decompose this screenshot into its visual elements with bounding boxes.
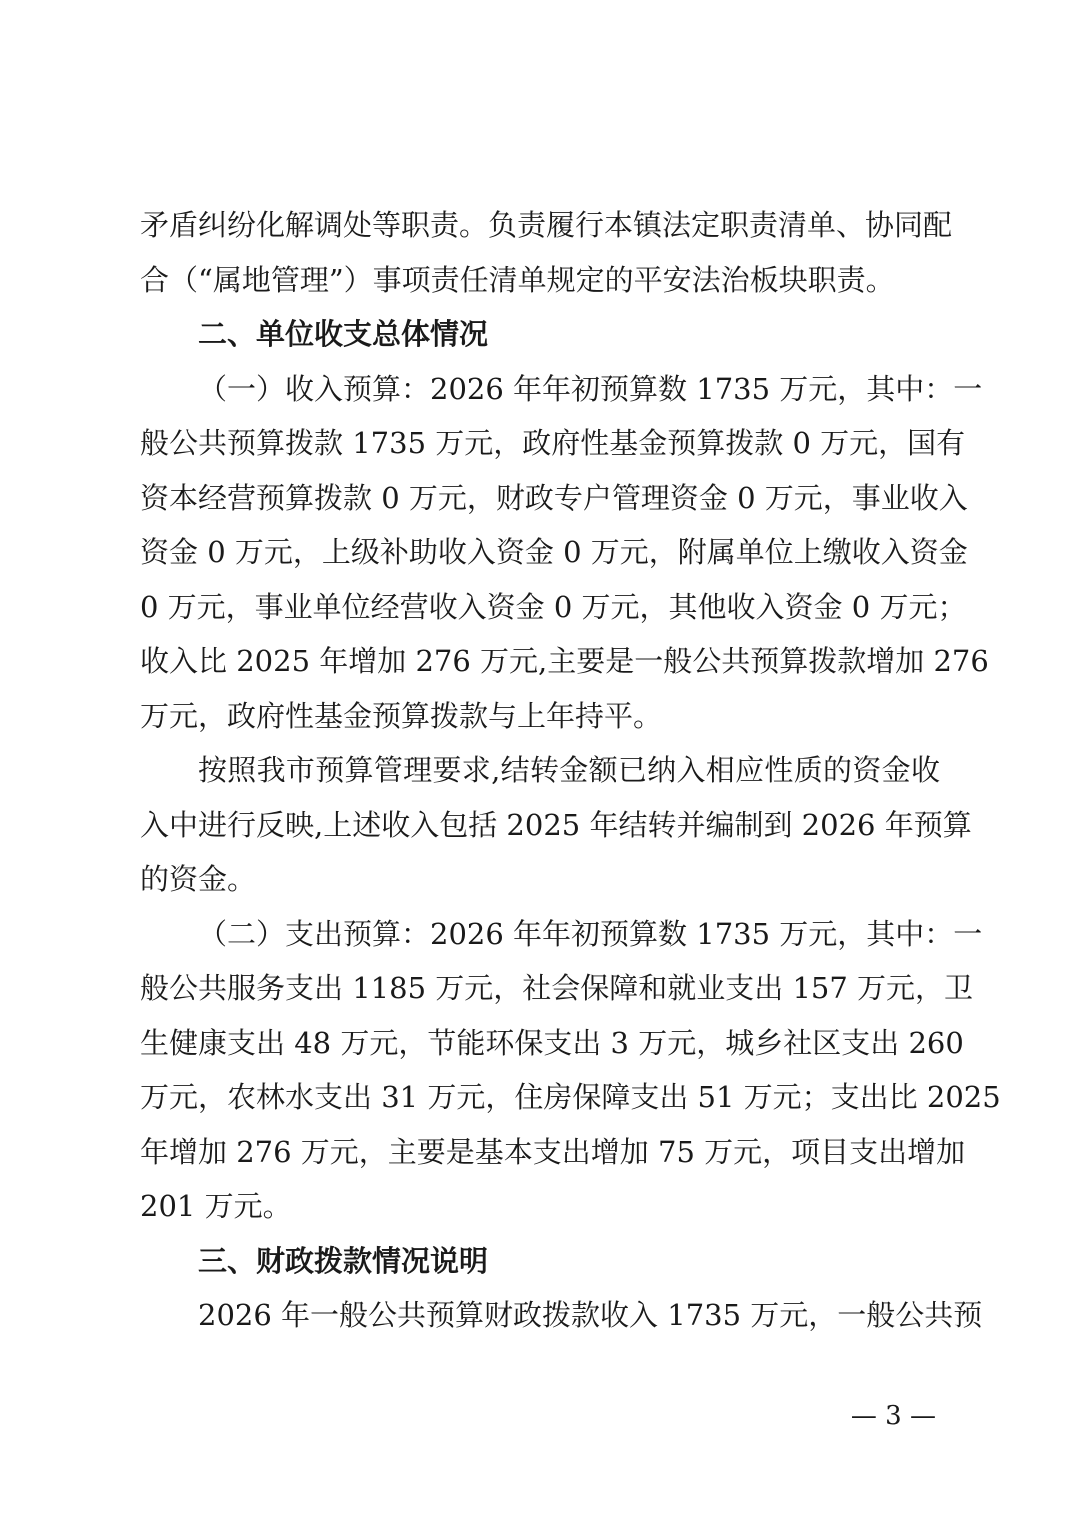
paragraph-fiscal-appropriation xyxy=(140,1288,983,1343)
text-line: 入中进行反映,上述收入包括 2025 年结转并编制到 2026 年预算 xyxy=(140,807,972,842)
section-heading-overall-income-expenditure: 二、单位收支总体情况 xyxy=(198,317,489,351)
text-line: 收入比 2025 年增加 276 万元,主要是一般公共预算拨款增加 276 xyxy=(140,644,989,678)
text-line: 年增加 276 万元，主要是基本支出增加 75 万元，项目支出增加 xyxy=(140,1134,966,1169)
text-line: 般公共预算拨款 1735 万元，政府性基金预算拨款 0 万元，国有 xyxy=(140,426,966,460)
text-line: 般公共服务支出 1185 万元，社会保障和就业支出 157 万元，卫 xyxy=(140,971,974,1005)
paragraph-carryover xyxy=(140,743,972,907)
text-line: 万元，政府性基金预算拨款与上年持平。 xyxy=(140,698,663,733)
text-line: 万元，农林水支出 31 万元，住房保障支出 51 万元；支出比 2025 xyxy=(140,1080,1001,1114)
text-line: 资金 0 万元，上级补助收入资金 0 万元，附属单位上缴收入资金 xyxy=(140,535,968,569)
text-line: （二）支出预算：2026 年年初预算数 1735 万元，其中：一 xyxy=(198,916,983,951)
text-line: 合（“属地管理”）事项责任清单规定的平安法治板块职责。 xyxy=(140,262,895,297)
page-number: — 3 — xyxy=(850,1401,936,1431)
text-line: 生健康支出 48 万元，节能环保支出 3 万元，城乡社区支出 260 xyxy=(140,1025,964,1060)
text-line: 0 万元，事业单位经营收入资金 0 万元，其他收入资金 0 万元； xyxy=(140,589,967,624)
text-line: 2026 年一般公共预算财政拨款收入 1735 万元，一般公共预 xyxy=(198,1298,983,1332)
text-line: 矛盾纠纷化解调处等职责。负责履行本镇法定职责清单、协同配 xyxy=(140,208,953,242)
text-line: 201 万元。 xyxy=(140,1189,292,1223)
document-body xyxy=(140,198,1001,1343)
text-line: （一）收入预算：2026 年年初预算数 1735 万元，其中：一 xyxy=(198,371,983,406)
paragraph-duties xyxy=(140,198,953,307)
section-heading-fiscal-appropriation: 三、财政拨款情况说明 xyxy=(198,1243,489,1278)
text-line: 按照我市预算管理要求,结转金额已纳入相应性质的资金收 xyxy=(198,753,940,787)
paragraph-expenditure-budget xyxy=(140,907,1001,1234)
paragraph-income-budget xyxy=(140,362,989,744)
text-line: 的资金。 xyxy=(140,862,257,896)
text-line: 资本经营预算拨款 0 万元，财政专户管理资金 0 万元，事业收入 xyxy=(140,480,968,515)
